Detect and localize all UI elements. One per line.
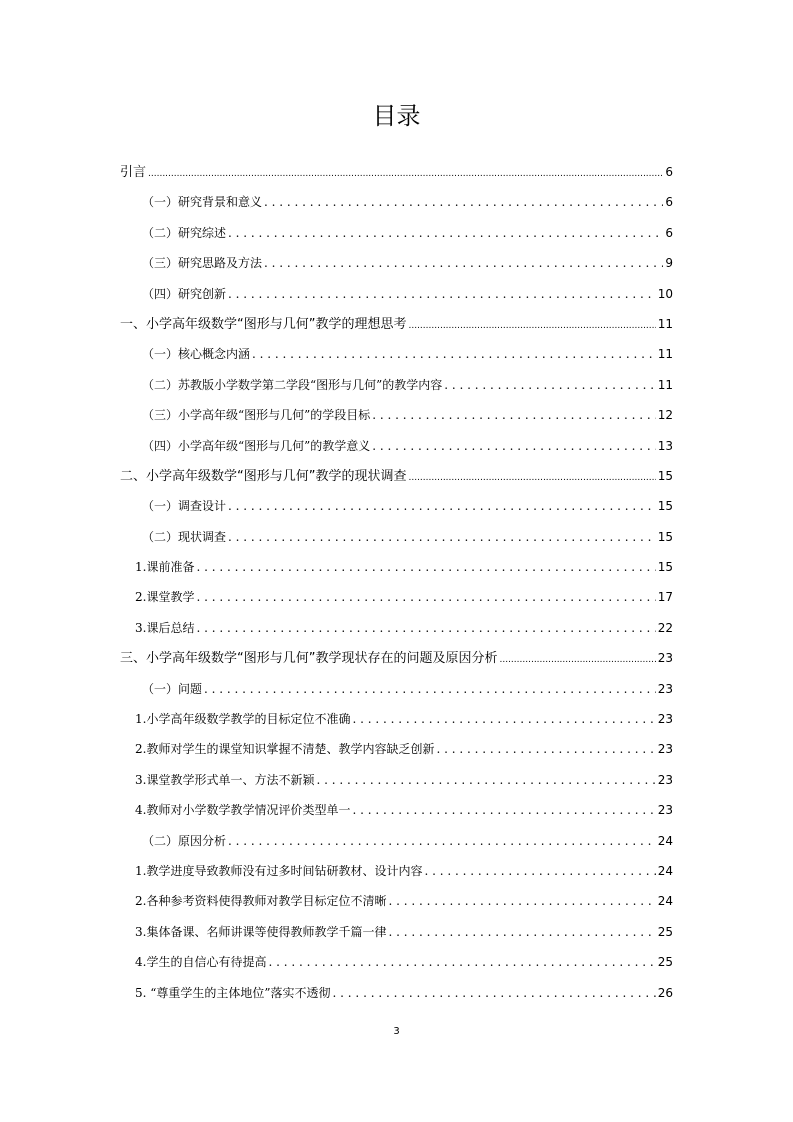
- toc-entry-page: 9: [665, 256, 673, 271]
- toc-entry[interactable]: [120, 522, 673, 552]
- toc-entry-title: 引言: [120, 165, 147, 180]
- toc-entry-title: （四）小学高年级“图形与几何”的教学意义: [142, 438, 371, 453]
- dot-leader: [408, 310, 655, 341]
- toc-entry-page: 23: [657, 772, 673, 787]
- toc-entry[interactable]: [120, 400, 673, 430]
- toc-entry[interactable]: [120, 370, 673, 400]
- toc-entry-title: （一）调查设计: [142, 499, 227, 514]
- toc-entry-title: （二）原因分析: [142, 833, 227, 848]
- toc-entry-page: 15: [657, 499, 673, 514]
- dot-leader: [333, 978, 656, 1008]
- dot-leader: [204, 674, 656, 704]
- dot-leader: [148, 158, 663, 189]
- toc-entry-page: 6: [665, 195, 673, 210]
- dot-leader: [388, 886, 655, 916]
- toc-entry-title: 4.教师对小学数学教学情况评价类型单一: [135, 803, 351, 818]
- dot-leader: [196, 613, 655, 643]
- dot-leader: [372, 431, 655, 461]
- toc-entry-title: 2.各种参考资料使得教师对教学目标定位不清晰: [135, 894, 387, 909]
- dot-leader: [316, 765, 655, 795]
- toc-entry[interactable]: [120, 978, 673, 1008]
- toc-entry[interactable]: [120, 643, 673, 673]
- dot-leader: [228, 826, 656, 856]
- dot-leader: [352, 795, 655, 825]
- toc-entry-page: 26: [657, 985, 673, 1000]
- dot-leader: [264, 248, 663, 278]
- dot-leader: [408, 462, 655, 493]
- dot-leader: [424, 856, 655, 886]
- toc-entry-title: （四）研究创新: [142, 286, 227, 301]
- toc-entry[interactable]: [120, 309, 673, 339]
- toc-entry-page: 11: [657, 347, 673, 362]
- dot-leader: [196, 552, 655, 582]
- toc-entry-title: （一）问题: [142, 681, 203, 696]
- toc-entry[interactable]: [120, 279, 673, 309]
- toc-entry[interactable]: [120, 431, 673, 461]
- toc-entry[interactable]: [120, 917, 673, 947]
- toc-entry-title: 二、小学高年级数学“图形与几何”教学的现状调查: [120, 468, 407, 484]
- page-title: 目录: [372, 102, 421, 130]
- toc-entry-page: 17: [657, 590, 673, 605]
- toc-entry-title: 3.集体备课、名师讲课等使得教师教学千篇一律: [135, 924, 387, 939]
- toc-entry[interactable]: [120, 461, 673, 491]
- dot-leader: [372, 400, 655, 430]
- toc-entry[interactable]: [120, 613, 673, 643]
- dot-leader: [499, 644, 655, 675]
- toc-entry-title: （二）苏教版小学数学第二学段“图形与几何”的教学内容: [142, 377, 443, 392]
- dot-leader: [252, 339, 656, 369]
- toc-entry[interactable]: [120, 674, 673, 704]
- toc-entry-title: （二）研究综述: [142, 225, 227, 240]
- dot-leader: [352, 704, 655, 734]
- toc-entry-page: 23: [657, 651, 673, 666]
- toc-entry[interactable]: [120, 795, 673, 825]
- toc-entry-title: 2.课堂教学: [135, 590, 195, 605]
- toc-entry-page: 15: [657, 529, 673, 544]
- toc-entry-title: （三）小学高年级“图形与几何”的学段目标: [142, 408, 371, 423]
- toc-entry-title: （三）研究思路及方法: [142, 256, 263, 271]
- toc-entry-title: 3.课后总结: [135, 620, 195, 635]
- toc-entry[interactable]: [120, 218, 673, 248]
- toc-entry-title: 一、小学高年级数学“图形与几何”教学的理想思考: [120, 316, 407, 332]
- toc-entry[interactable]: [120, 826, 673, 856]
- toc-entry-page: 25: [657, 955, 673, 970]
- toc-entry[interactable]: [120, 157, 673, 187]
- dot-leader: [228, 218, 663, 248]
- toc-entry-page: 13: [657, 438, 673, 453]
- dot-leader: [264, 187, 663, 217]
- toc-entry-page: 23: [657, 681, 673, 696]
- toc-entry-page: 23: [657, 803, 673, 818]
- toc-entry[interactable]: [120, 886, 673, 916]
- toc-entry-page: 11: [657, 377, 673, 392]
- toc-entry-page: 6: [665, 165, 673, 179]
- toc-entry-page: 23: [657, 712, 673, 727]
- toc-entry-page: 25: [657, 924, 673, 939]
- toc-entry-title: 三、小学高年级数学“图形与几何”教学现状存在的问题及原因分析: [120, 651, 498, 667]
- dot-leader: [228, 279, 656, 309]
- toc-entry-title: 3.课堂教学形式单一、方法不新颖: [135, 772, 315, 787]
- toc-entry-title: 1.课前准备: [135, 560, 195, 575]
- dot-leader: [228, 491, 656, 521]
- toc-entry[interactable]: [120, 734, 673, 764]
- dot-leader: [436, 734, 655, 764]
- toc-entry-page: 11: [657, 316, 673, 331]
- toc-entry-title: 1.小学高年级数学教学的目标定位不准确: [135, 712, 351, 727]
- toc-entry-page: 22: [657, 620, 673, 635]
- toc-entry[interactable]: [120, 856, 673, 886]
- toc-entry-title: 2.教师对学生的课堂知识掌握不清楚、教学内容缺乏创新: [135, 742, 435, 757]
- toc-entry-page: 6: [665, 225, 673, 240]
- toc-entry-page: 15: [657, 468, 673, 483]
- toc-entry-page: 24: [657, 894, 673, 909]
- toc-entry-title: （一）核心概念内涵: [142, 347, 251, 362]
- toc-entry[interactable]: [120, 552, 673, 582]
- toc-entry[interactable]: [120, 765, 673, 795]
- dot-leader: [228, 522, 656, 552]
- toc-entry[interactable]: [120, 582, 673, 612]
- dot-leader: [388, 917, 655, 947]
- toc-entry[interactable]: [120, 339, 673, 369]
- toc-entry[interactable]: [120, 704, 673, 734]
- toc-entry-title: 5. “尊重学生的主体地位”落实不透彻: [135, 985, 331, 1000]
- table-of-contents: [120, 157, 673, 1008]
- toc-entry-page: 24: [657, 833, 673, 848]
- toc-entry-title: 1.教学进度导致教师没有过多时间钻研教材、设计内容: [135, 863, 423, 878]
- page-number: 3: [393, 1026, 400, 1037]
- toc-entry-title: 4.学生的自信心有待提高: [135, 955, 267, 970]
- toc-entry[interactable]: [120, 947, 673, 977]
- toc-entry-page: 23: [657, 742, 673, 757]
- toc-entry[interactable]: [120, 491, 673, 521]
- toc-entry-page: 24: [657, 863, 673, 878]
- toc-entry[interactable]: [120, 248, 673, 278]
- toc-entry-page: 15: [657, 560, 673, 575]
- toc-entry-page: 12: [657, 408, 673, 423]
- dot-leader: [196, 582, 655, 612]
- dot-leader: [268, 947, 655, 977]
- toc-entry-title: （二）现状调查: [142, 529, 227, 544]
- toc-entry[interactable]: [120, 187, 673, 217]
- toc-entry-page: 10: [657, 286, 673, 301]
- toc-entry-title: （一）研究背景和意义: [142, 195, 263, 210]
- dot-leader: [444, 370, 655, 400]
